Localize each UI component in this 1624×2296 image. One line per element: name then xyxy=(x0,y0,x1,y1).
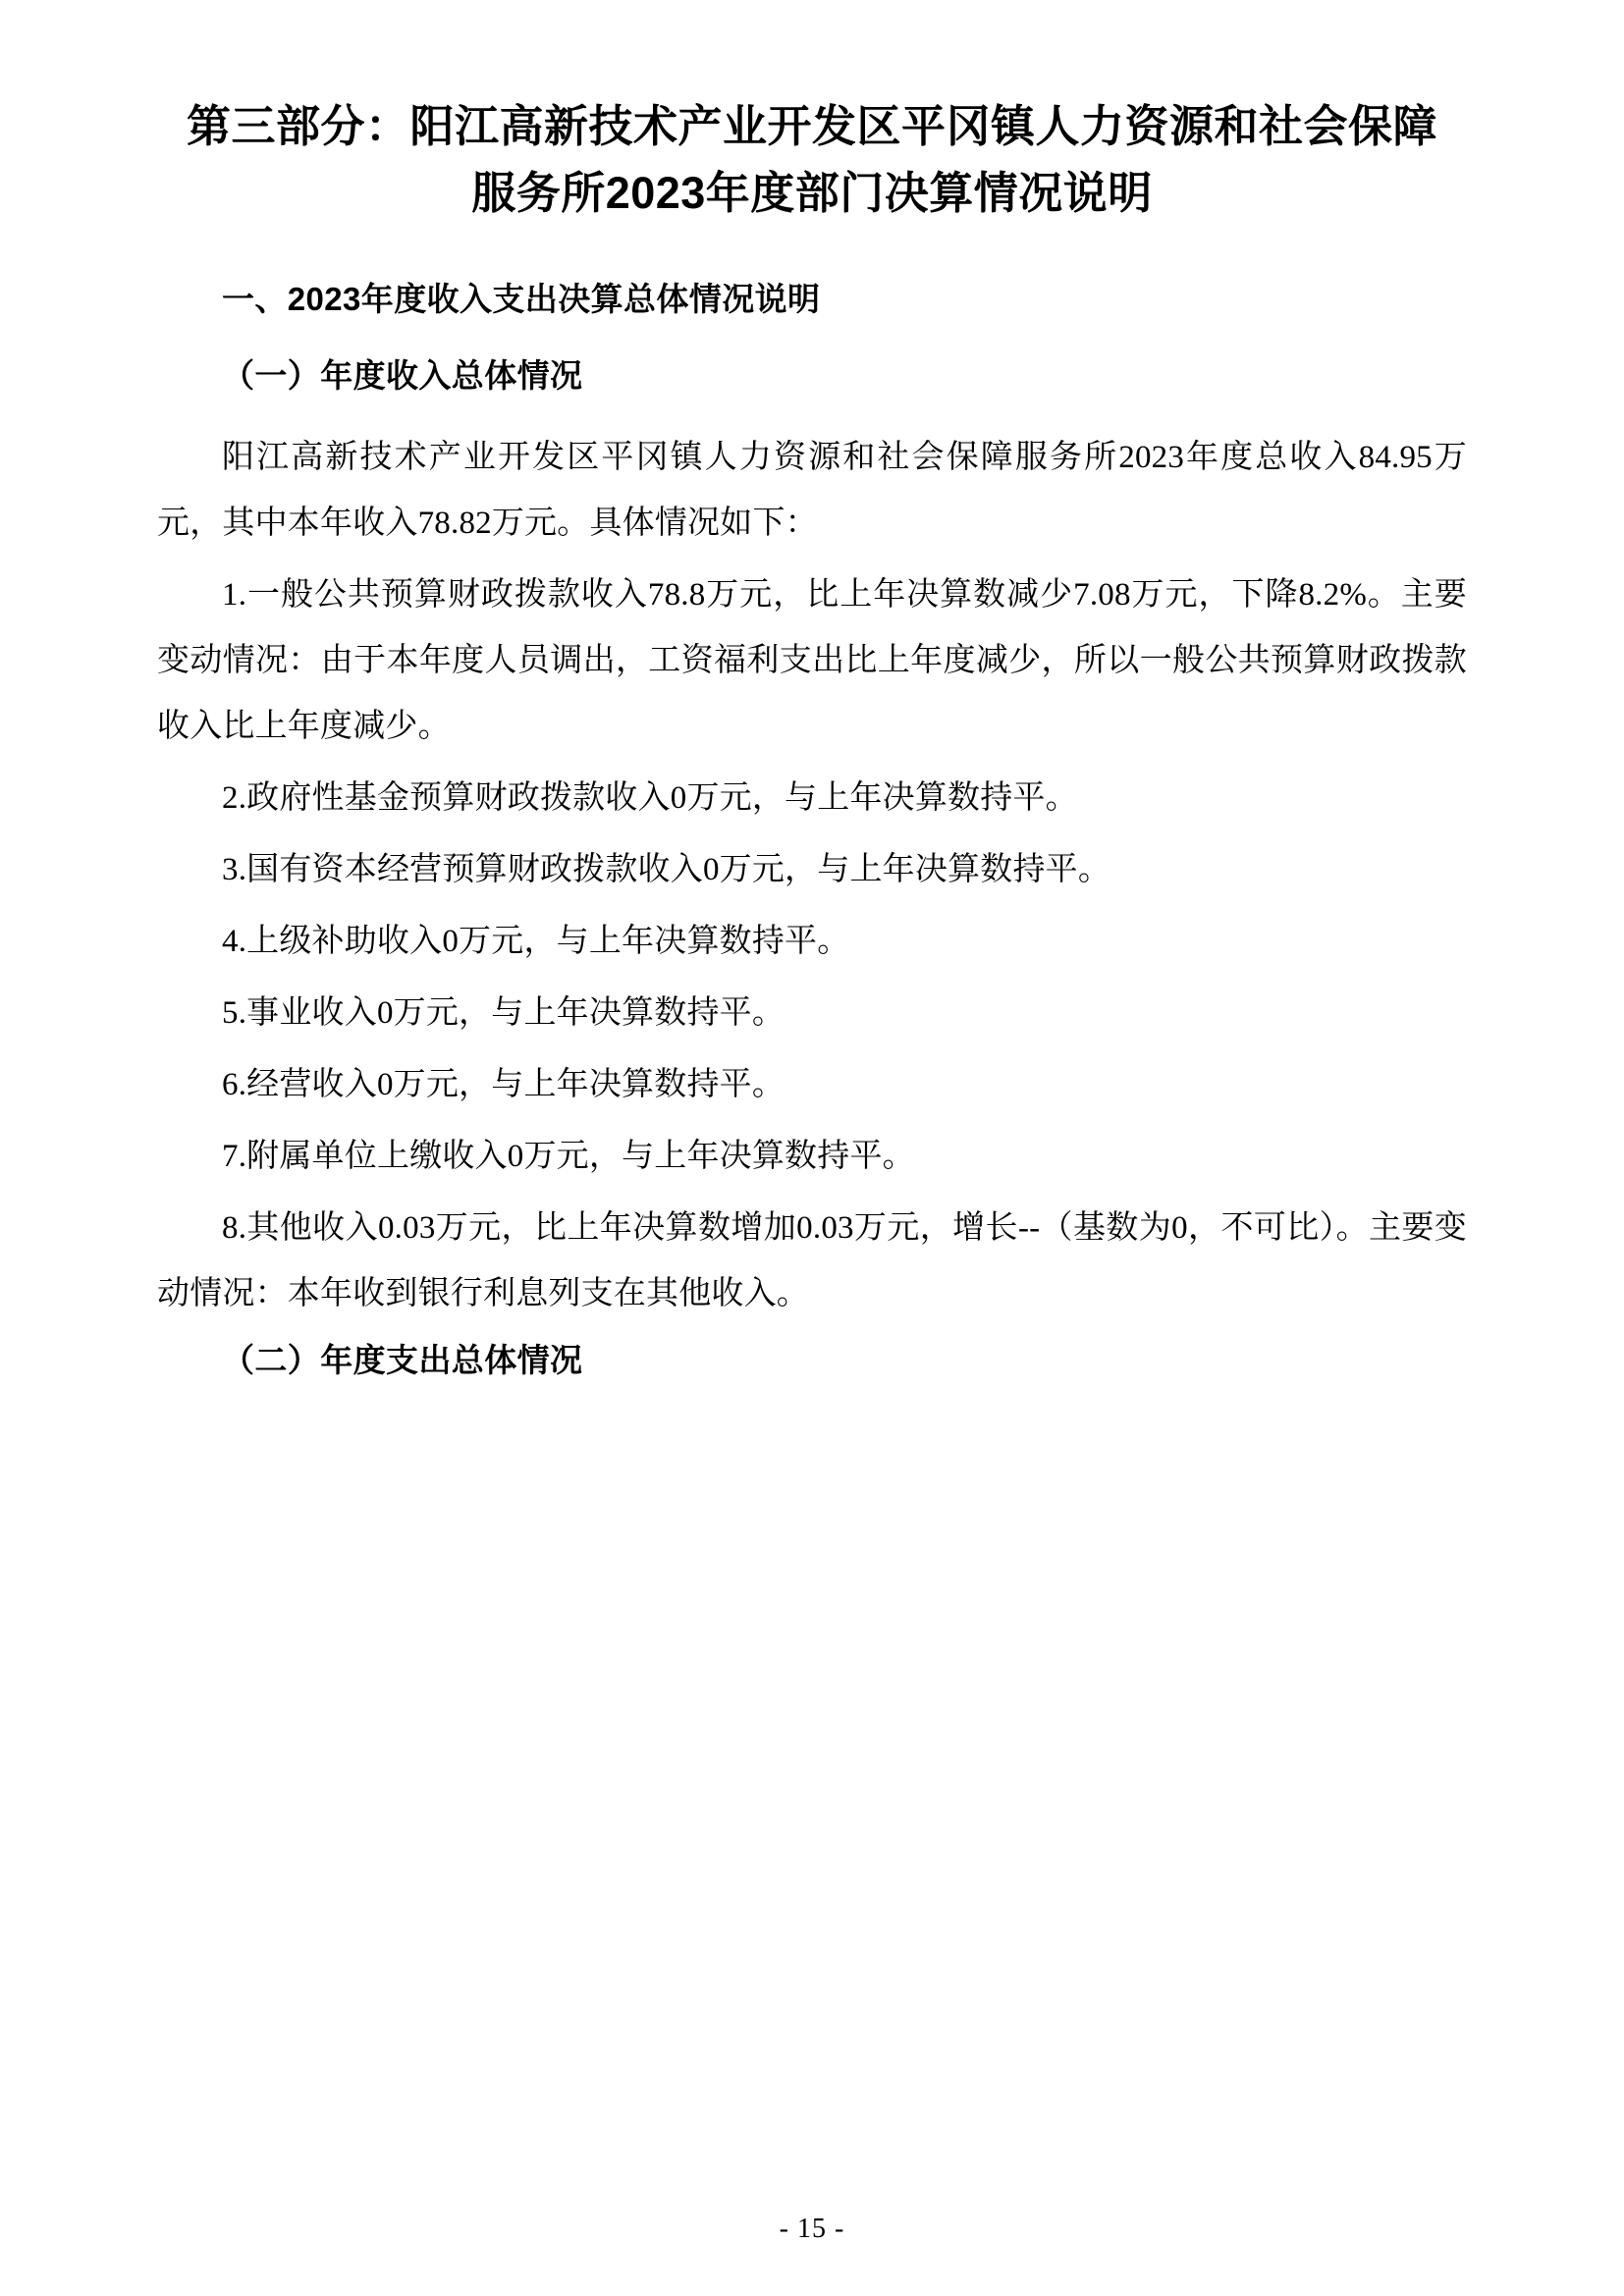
paragraph-item-6: 6.经营收入0万元，与上年决算数持平。 xyxy=(222,1067,785,1102)
paragraph-item-3: 3.国有资本经营预算财政拨款收入0万元，与上年决算数持平。 xyxy=(222,852,1111,887)
paragraph-item-1: 1.一般公共预算财政拨款收入78.8万元，比上年决算数减少7.08万元，下降8.2%。主要变动情况：由于本年度人员调出，工资福利支出比上年度减少，所以一般公共预算财政拨款收入比上年度减少。 xyxy=(157,577,1467,744)
section-heading-one: 一、2023年度收入支出决算总体情况说明 xyxy=(222,281,821,317)
paragraph-intro: 阳江高新技术产业开发区平冈镇人力资源和社会保障服务所2023年度总收入84.95万元，其中本年收入78.82万元。具体情况如下： xyxy=(157,440,1467,541)
subsection-heading-expenditure: （二）年度支出总体情况 xyxy=(222,1342,583,1378)
paragraph-item-7: 7.附属单位上缴收入0万元，与上年决算数持平。 xyxy=(222,1139,915,1174)
paragraph-item-2: 2.政府性基金预算财政拨款收入0万元，与上年决算数持平。 xyxy=(222,780,1078,816)
page-title: 第三部分：阳江高新技术产业开发区平冈镇人力资源和社会保障服务所2023年度部门决算情况说明 xyxy=(186,101,1437,218)
paragraph-item-8: 8.其他收入0.03万元，比上年决算数增加0.03万元，增长--（基数为0，不可比）。主要变动情况：本年收到银行利息列支在其他收入。 xyxy=(157,1210,1467,1311)
subsection-heading-income: （一）年度收入总体情况 xyxy=(222,357,583,394)
paragraph-item-4: 4.上级补助收入0万元，与上年决算数持平。 xyxy=(222,924,850,959)
paragraph-item-5: 5.事业收入0万元，与上年决算数持平。 xyxy=(222,995,785,1031)
page-number: - 15 - xyxy=(779,2214,845,2244)
